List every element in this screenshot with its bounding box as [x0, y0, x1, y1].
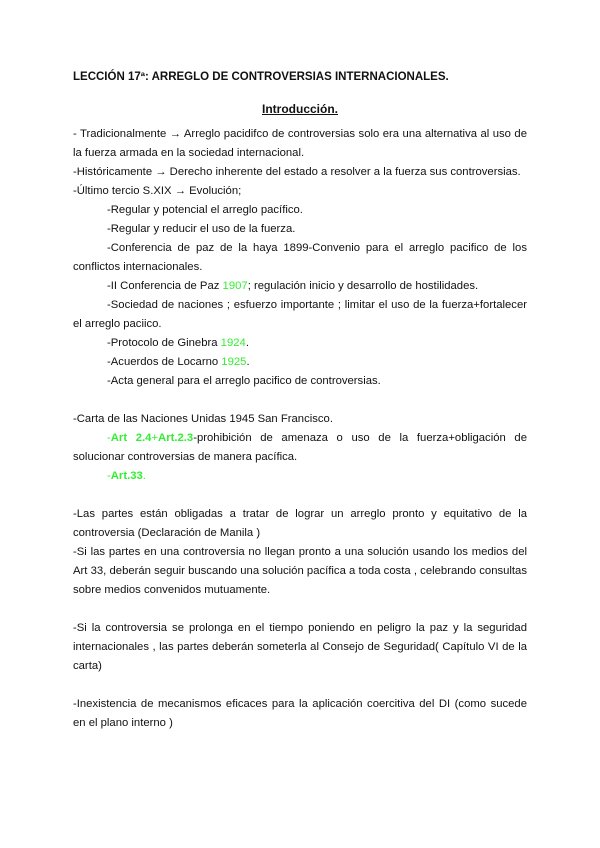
list-item-text: -prohibición de amenaza o uso de la fuerza+obligación de solucionar controversias de manera pacífica.: [73, 432, 527, 463]
paragraph-medios-art33: -Si las partes en una controversia no llegan pronto a una solución usando los medios del Art 33, deberán seguir buscando una solución pacífica a toda costa , celebrando consultas sobre medios convenidos mutuamente.: [73, 546, 527, 596]
list-item: [73, 334, 527, 353]
article-reference: Art.33: [110, 470, 143, 482]
list-item: [73, 353, 527, 372]
article-plus: +: [151, 432, 159, 444]
highlighted-year: 1924: [220, 337, 246, 349]
article-period: .: [142, 470, 146, 482]
list-item: [73, 277, 527, 296]
highlighted-year: 1907: [222, 280, 248, 292]
paragraph-carta-naciones-unidas: -Carta de las Naciones Unidas 1945 San Francisco.: [73, 413, 333, 425]
paragraph-inexistencia-mecanismos: -Inexistencia de mecanismos eficaces para la aplicación coercitiva del DI (como sucede en el plano interno ): [73, 698, 527, 729]
spacer: [73, 486, 527, 505]
list-item-text: .: [246, 356, 250, 368]
list-item-text: .: [245, 337, 249, 349]
list-item-text: ; regulación inicio y desarrollo de hostilidades.: [247, 280, 479, 292]
spacer: [73, 600, 527, 619]
section-heading: Introducción.: [262, 102, 338, 116]
list-item: -Conferencia de paz de la haya 1899-Convenio para el arreglo pacifico de los conflictos internacionales.: [73, 242, 527, 273]
paragraph-ultimo-tercio: -Último tercio S.XIX → Evolución;: [73, 185, 242, 197]
paragraph-obligacion-partes: -Las partes están obligadas a tratar de lograr un arreglo pronto y equitativo de la controversia (Declaración de Manila ): [73, 508, 527, 539]
highlighted-year: 1925: [221, 356, 247, 368]
paragraph-consejo-seguridad: -Si la controversia se prolonga en el tiempo poniendo en peligro la paz y la seguridad internacionales , las partes deberán someterla al Consejo de Seguridad( Capítulo VI de la carta): [73, 622, 527, 672]
article-reference: Art.2.3: [158, 432, 194, 444]
article-dash: -: [107, 470, 111, 482]
list-item-text: -II Conferencia de Paz: [107, 280, 223, 292]
article-reference: Art 2.4: [110, 432, 152, 444]
list-item: [73, 467, 527, 486]
list-item: -Regular y reducir el uso de la fuerza.: [107, 223, 296, 235]
paragraph-tradicionalmente: - Tradicionalmente → Arreglo pacidifco de controversias solo era una alternativa al uso de la fuerza armada en la sociedad internacional.: [73, 128, 527, 159]
article-dash: -: [107, 432, 111, 444]
lesson-title: LECCIÓN 17ª: ARREGLO DE CONTROVERSIAS INTERNACIONALES.: [73, 71, 449, 83]
paragraph-historicamente: -Históricamente → Derecho inherente del estado a resolver a la fuerza sus controversias.: [73, 166, 521, 178]
list-item-text: -Acuerdos de Locarno: [107, 356, 222, 368]
list-item: [73, 429, 527, 467]
list-item: -Regular y potencial el arreglo pacífico.: [107, 204, 303, 216]
spacer: [73, 676, 527, 695]
list-item: -Sociedad de naciones ; esfuerzo importante ; limitar el uso de la fuerza+fortalecer el arreglo paciico.: [73, 299, 527, 330]
list-item-text: -Protocolo de Ginebra: [107, 337, 221, 349]
document-content: [73, 68, 527, 733]
list-item: -Acta general para el arreglo pacifico de controversias.: [107, 375, 381, 387]
spacer: [73, 391, 527, 410]
